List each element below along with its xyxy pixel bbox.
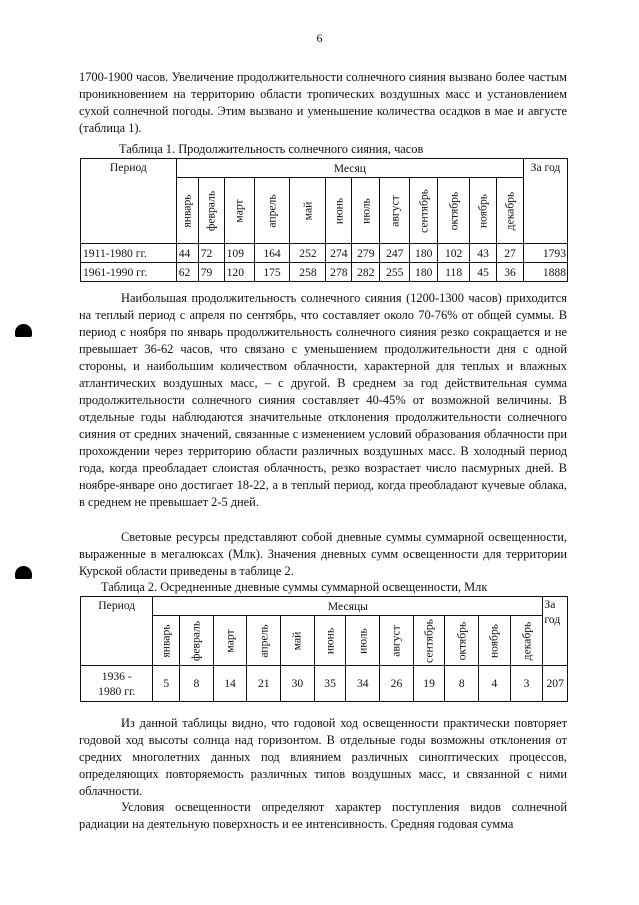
table-1-caption: Таблица 1. Продолжительность солнечного сияния, часов [119, 142, 424, 156]
t1-cell: 45 [470, 263, 497, 282]
t1-month: март [232, 198, 246, 223]
t2-month-row [81, 616, 568, 666]
t1-header-year: За год [523, 159, 567, 244]
paragraph-4 [79, 715, 567, 800]
t1-cell: 43 [470, 244, 497, 263]
t2-month: июнь [323, 627, 337, 654]
t1-cell: 109 [224, 244, 254, 263]
t1-cell: 44 [176, 244, 198, 263]
t1-row-period: 1961-1990 гг. [81, 263, 177, 282]
table-1 [80, 158, 568, 282]
t1-month: декабрь [503, 191, 517, 230]
hole-punch-mark [15, 566, 32, 579]
t1-month: май [301, 201, 315, 220]
t2-month: март [223, 628, 237, 653]
t2-cell: 3 [510, 666, 543, 702]
t1-cell: 282 [352, 263, 380, 282]
t2-cell-total: 207 [543, 666, 568, 702]
t1-cell: 36 [497, 263, 524, 282]
t1-month: январь [180, 193, 194, 228]
t2-header-year-line2: год [544, 613, 561, 626]
t1-header-period: Период [81, 159, 177, 244]
t2-cell: 4 [479, 666, 511, 702]
t2-cell: 14 [213, 666, 247, 702]
t1-cell: 180 [410, 263, 438, 282]
t1-cell: 120 [224, 263, 254, 282]
t2-month: апрель [257, 623, 271, 658]
t1-cell: 278 [326, 263, 352, 282]
t1-month: июль [359, 197, 373, 224]
t1-cell: 180 [410, 244, 438, 263]
t2-month: февраль [189, 620, 203, 661]
paragraph-5 [79, 799, 567, 833]
t1-header-month: Месяц [176, 159, 523, 178]
t2-month: май [290, 631, 304, 650]
t2-month: июль [356, 627, 370, 654]
table-row [81, 244, 568, 263]
t1-cell: 72 [198, 244, 224, 263]
paragraph-2 [79, 290, 567, 511]
t2-row-period-line1: 1936 - [101, 669, 132, 683]
t1-cell: 274 [326, 244, 352, 263]
t2-cell: 21 [247, 666, 281, 702]
paragraph-5-text: Условия освещенности определяют характер поступления видов солнечной радиации на деятельную поверхность и ее интенсивность. Средняя годовая сумма [79, 800, 567, 831]
page-number: 6 [316, 31, 323, 45]
t2-cell: 30 [281, 666, 315, 702]
t2-cell: 34 [346, 666, 380, 702]
t2-header-month: Месяцы [153, 597, 543, 616]
t2-month: октябрь [455, 621, 469, 660]
paragraph-1 [79, 69, 567, 137]
t2-cell: 19 [413, 666, 445, 702]
t1-month: февраль [204, 190, 218, 231]
t1-cell: 102 [438, 244, 470, 263]
t1-cell-total: 1793 [523, 244, 567, 263]
t2-cell: 8 [445, 666, 479, 702]
t1-month: октябрь [447, 191, 461, 230]
t1-cell: 118 [438, 263, 470, 282]
t2-cell: 35 [314, 666, 346, 702]
table-row [81, 666, 568, 702]
t2-month: январь [159, 623, 173, 658]
paragraph-4-text: Из данной таблицы видно, что годовой ход освещенности практически повторяет годовой ход высоты солнца над горизонтом. В отдельные годы возможны отклонения от средних многолетних данных под влиянием различных синоптических процессов, определяющих повторяемость различных типов воздушных масс, и связанной с ними облачности. [79, 716, 567, 798]
t2-cell: 8 [180, 666, 214, 702]
t1-month: ноябрь [476, 193, 490, 228]
t1-cell: 252 [290, 244, 326, 263]
hole-punch-mark [15, 324, 32, 337]
t2-header-year-line1: За [544, 598, 556, 611]
t1-cell: 247 [380, 244, 410, 263]
table-2-caption: Таблица 2. Осредненные дневные суммы суммарной освещенности, Млк [101, 580, 488, 594]
t1-cell: 255 [380, 263, 410, 282]
t2-row-period-line2: 1980 гг. [98, 684, 136, 698]
t1-month: сентябрь [417, 188, 431, 233]
t1-cell: 279 [352, 244, 380, 263]
t1-month: апрель [265, 193, 279, 228]
t2-month: август [389, 624, 403, 657]
t2-month: ноябрь [487, 623, 501, 658]
paragraph-1-text: 1700-1900 часов. Увеличение продолжительности солнечного сияния вызвано более частым проникновением на территорию области тропических воздушных масс и установлением сухой солнечной погоды. Этим вызвано и уменьшение количества осадков в мае и августе (таблица 1). [79, 70, 567, 135]
paragraph-3 [79, 529, 567, 580]
t2-cell: 5 [153, 666, 180, 702]
t1-cell-total: 1888 [523, 263, 567, 282]
t1-row-period: 1911-1980 гг. [81, 244, 177, 263]
t1-month: июнь [332, 197, 346, 224]
t2-month: декабрь [520, 621, 534, 660]
table-row [81, 263, 568, 282]
t2-month: сентябрь [422, 618, 436, 663]
t2-header-period: Период [81, 597, 153, 666]
t1-cell: 258 [290, 263, 326, 282]
t1-month: август [388, 194, 402, 227]
t2-row-period [81, 666, 153, 702]
t2-cell: 26 [380, 666, 414, 702]
t1-cell: 175 [254, 263, 290, 282]
t1-cell: 164 [254, 244, 290, 263]
t1-cell: 27 [497, 244, 524, 263]
paragraph-2-text: Наибольшая продолжительность солнечного сияния (1200-1300 часов) приходится на теплый период с апреля по сентябрь, что составляет около 70-76% от общей суммы. В период с ноября по январь продолжительность солнечного сияния резко сокращается и не превышает 36-62 часов, что связано с уменьшением продолжительности дня с одной стороны, и наибольшим количеством облачности, характерной для теплых и влажных атлантических воздушных масс, – с другой. В среднем за год действительная сумма продолжительности солнечного сияния составляет 40-45% от возможной величины. В отдельные годы наблюдаются значительные отклонения продолжительности солнечного сияния от средних значений, связанные с изменением условий образования облачности при прохождении через территорию области различных воздушных масс. В холодный период года, когда преобладает слоистая облачность, резко возрастает число пасмурных дней. В ноябре-январе оно достигает 18-22, а в теплый период, когда преобладают кучевые облака, в среднем не превышает 2-5 дней. [79, 291, 567, 509]
paragraph-3-text: Световые ресурсы представляют собой дневные суммы суммарной освещенности, выраженные в мегалюксах (Млк). Значения дневных сумм освещенности для территории Курской области приведены в таблице 2. [79, 530, 567, 578]
table-2 [80, 596, 568, 702]
t1-cell: 79 [198, 263, 224, 282]
t2-header-year [543, 597, 568, 666]
t1-cell: 62 [176, 263, 198, 282]
